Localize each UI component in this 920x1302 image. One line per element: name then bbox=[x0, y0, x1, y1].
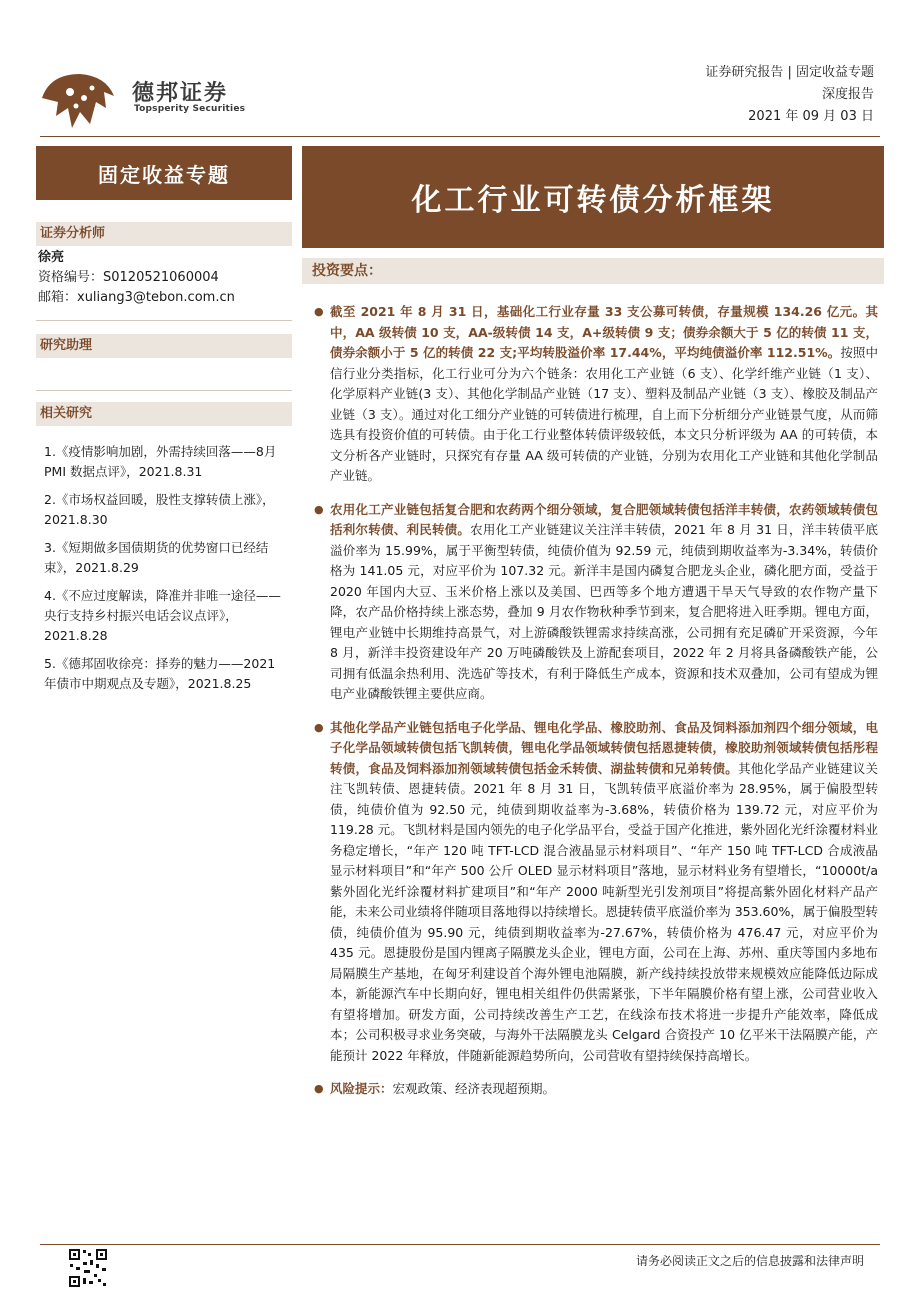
report-subtype: 深度报告 bbox=[821, 87, 874, 102]
key-point-highlight: 其他化学品产业链包括电子化学品、锂电化学品、橡胶助剂、食品及饲料添加剂四个细分领域，电子化学品领域转债包括飞凯转债，锂电化学品领域转债包括恩捷转债，橡胶助剂领域转债包括彤程转债，食品及饲料添加剂领域转债包括金禾转债、湖盐转债和兄弟转债。 bbox=[330, 719, 878, 776]
analyst-email[interactable]: 邮箱：xuliang3@tebon.com.cn bbox=[38, 290, 235, 305]
report-type: 证券研究报告 | 固定收益专题 bbox=[705, 65, 874, 80]
bullet-icon: ● bbox=[314, 720, 324, 734]
bullet-icon: ● bbox=[314, 1082, 324, 1095]
analyst-info bbox=[38, 248, 235, 308]
key-point bbox=[312, 302, 878, 487]
risk-text: 宏观政策、经济表现超预期。 bbox=[392, 1081, 556, 1096]
analyst-cert: 资格编号：S0120521060004 bbox=[38, 270, 219, 285]
category-banner: 固定收益专题 bbox=[36, 146, 292, 200]
related-item[interactable]: 1.《疫情影响加剧，外需持续回落——8月 PMI 数据点评》，2021.8.31 bbox=[44, 444, 277, 479]
report-title: 化工行业可转债分析框架 bbox=[302, 146, 884, 248]
related-item[interactable]: 4.《不应过度解读，降准并非唯一途径——央行支持乡村振兴电话会议点评》，2021.8.28 bbox=[44, 588, 281, 643]
related-item[interactable]: 3.《短期做多国债期货的优势窗口已经结束》，2021.8.29 bbox=[44, 540, 269, 575]
footer-divider bbox=[40, 1244, 880, 1245]
report-date: 2021 年 09 月 03 日 bbox=[748, 109, 874, 124]
related-item[interactable]: 5.《德邦固收徐亮：择券的魅力——2021 年债市中期观点及专题》，2021.8.25 bbox=[44, 656, 276, 691]
key-point bbox=[312, 500, 878, 705]
bullet-icon: ● bbox=[314, 305, 324, 318]
risk-label: 风险提示： bbox=[330, 1081, 393, 1096]
brand-name-en: Topsperity Securities bbox=[134, 104, 246, 114]
key-point-text: 农用化工产业链建议关注洋丰转债，2021 年 8 月 31 日，洋丰转债平底溢价率为 15.99%，属于平衡型转债，纯债价值为 92.59 元，纯债到期收益率为-3.34%，转债价格为 141.05 元，对应平价为 107.32 元。新洋丰是国内磷复合肥龙头企业，磷化肥方面，受益于 2020 年国内大豆、玉米价格上涨以及美国、巴西等多个地方遭遇干旱天气导致的农作物产量下降，农产品价格持续上涨态势，叠加 9 月农作物秋种季节到来，复合肥将进入旺季期。锂电方面，锂电产业链中长期维持高景气，对上游磷酸铁锂需求持续高涨，公司拥有充足磷矿开采资源，今年 8 月，新洋丰投资建设年产 20 万吨磷酸铁及上游配套项目，2022 年 2 月将具备磷酸铁产能，公司拥有低温余热利用、洗选矿等技术，有利于降低生产成本，资源和技术双叠加，公司有望成为锂电产业磷酸铁锂主要供应商。 bbox=[330, 522, 878, 701]
analyst-heading: 证券分析师 bbox=[36, 222, 292, 246]
key-point-text: 其他化学品产业链建议关注飞凯转债、恩捷转债。2021 年 8 月 31 日，飞凯转债平底溢价率为 28.95%，属于偏股型转债，纯债价值为 92.50 元，纯债到期收益率为-3.68%，转债价格为 139.72 元，对应平价为 119.28 元。飞凯材料是国内领先的电子化学品平台，受益于国产化推进，紫外固化光纤涂覆材料业务稳定增长，“年产 120 吨 TFT-LCD 混合液晶显示材料项目”、“年产 150 吨 TFT-LCD 合成液晶显示材料项目”和“年产 500 公斤 OLED 显示材料项目”落地，显示材料业务有望增长，“10000t/a 紫外固化光纤涂覆材料扩建项目”和“年产 2000 吨新型光引发剂项目”将提高紫外固化材料产品产能，未来公司业绩将伴随项目落地得以持续增长。恩捷转债平底溢价率为 353.60%，属于偏股型转债，纯债价值为 95.90 元，纯债到期收益率为-27.67%，转债价格为 476.47 元，对应平价为 435 元。恩捷股份是国内锂离子隔膜龙头企业，锂电方面，公司在上海、苏州、重庆等国内多地布局隔膜生产基地，在匈牙利建设首个海外锂电池隔膜，新产线持续投放带来规模效应能降低边际成本，新能源汽车中长期向好，锂电相关组件仍供需紧张，下半年隔膜价格有望上涨，公司营业收入有望将增加。研发方面，公司持续改善生产工艺，在线涂布技术将进一步提升产能效率，降低成本；公司积极寻求业务突破，与海外干法隔膜龙头 Celgard 合资投产 10 亿平米干法隔膜产能，产能预计 2022 年释放，伴随新能源趋势所向，公司营收有望持续保持高增长。 bbox=[330, 760, 878, 1063]
footer-disclaimer: 请务必阅读正文之后的信息披露和法律声明 bbox=[635, 1254, 864, 1268]
header-divider bbox=[40, 136, 880, 137]
side-divider bbox=[36, 320, 292, 321]
bullet-icon: ● bbox=[314, 502, 324, 516]
brand-name: 德邦证券 bbox=[132, 81, 229, 106]
qr-code-icon bbox=[68, 1248, 108, 1288]
related-research-list bbox=[44, 442, 284, 702]
analyst-name: 徐亮 bbox=[38, 250, 65, 265]
side-divider bbox=[36, 390, 292, 391]
related-heading: 相关研究 bbox=[36, 402, 292, 426]
key-point bbox=[312, 718, 878, 1067]
report-meta bbox=[705, 62, 874, 128]
assistant-heading: 研究助理 bbox=[36, 334, 292, 358]
brand-logo-icon bbox=[40, 68, 116, 132]
related-item[interactable]: 2.《市场权益回暖，股性支撑转债上涨》，2021.8.30 bbox=[44, 492, 275, 527]
key-point-text: 按照中信行业分类指标，化工行业可分为六个链条：农用化工产业链（6 支）、化学纤维产业链（1 支）、化学原料产业链(3 支）、其他化学制品产业链（17 支）、塑料及制品产业链（3 支）、橡胶及制品产业链（3 支）。通过对化工细分产业链的可转债进行梳理，自上而下分析细分产业链景气度，从而筛选具有投资价值的可转债。由于化工行业整体转债评级较低，本文只分析评级为 AA 的可转债，本文分析各产业链时，只探究有存量 AA 级可转债的产业链，分别为农用化工产业链和其他化学制品产业链。 bbox=[330, 345, 878, 483]
risk-note bbox=[312, 1079, 878, 1100]
key-points bbox=[312, 302, 878, 1113]
section-heading: 投资要点： bbox=[302, 258, 884, 284]
key-point-highlight: 农用化工产业链包括复合肥和农药两个细分领域，复合肥领域转债包括洋丰转债，农药领域转债包括利尔转债、利民转债。 bbox=[330, 501, 878, 537]
key-point-highlight: 截至 2021 年 8 月 31 日，基础化工行业存量 33 支公募可转债，存量规模 134.26 亿元。其中，AA 级转债 10 支，AA-级转债 14 支，A+级转债 9 支；债券余额大于 5 亿的转债 11 支，债券余额小于 5 亿的转债 22 支;平均转股溢价率 17.44%，平均纯债溢价率 112.51%。 bbox=[330, 304, 878, 360]
